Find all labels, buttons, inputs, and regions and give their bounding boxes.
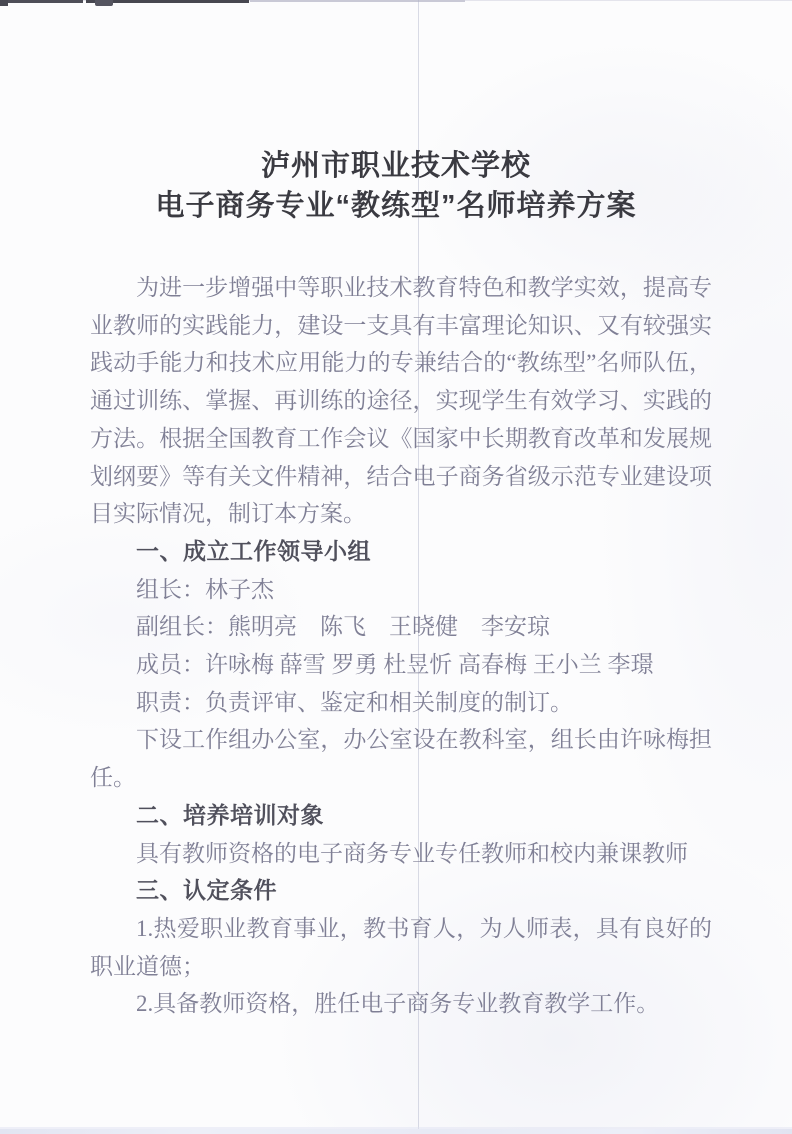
document-title [0,146,792,226]
document-title-line2: 电子商务专业“教练型”名师培养方案 [155,190,637,222]
training-target-line: 具有教师资格的电子商务专业专任教师和校内兼课教师 [136,840,688,866]
scan-top-notch-mark [95,0,113,6]
condition-item-1: 1.热爱职业教育事业，教书育人，为人师表，具有良好的职业道德； [90,915,712,979]
scan-top-corner-mark [0,0,8,6]
scan-top-strip-left [0,0,83,3]
section-3-heading: 三、认定条件 [136,877,277,904]
office-note-line: 下设工作组办公室，办公室设在教科室，组长由许咏梅担任。 [90,727,712,791]
document-title-line1: 泸州市职业技术学校 [260,150,531,182]
scan-top-strip-faint [250,0,465,2]
members-line: 成员：许咏梅 薛雪 罗勇 杜昱忻 高春梅 王小兰 李璟 [136,652,654,678]
section-2-heading: 二、培养培训对象 [136,801,324,828]
section-1-heading: 一、成立工作领导小组 [136,537,371,564]
duties-line: 职责：负责评审、鉴定和相关制度的制订。 [136,689,573,715]
deputy-leaders-line: 副组长：熊明亮 陈飞 王晓健 李安琼 [136,614,550,640]
leader-line: 组长：林子杰 [136,576,274,602]
condition-item-2: 2.具备教师资格，胜任电子商务专业教育教学工作。 [136,991,660,1017]
document-body [90,269,712,1023]
intro-paragraph: 为进一步增强中等职业技术教育特色和教学实效，提高专业教师的实践能力，建设一支具有丰富理论知识、又有较强实践动手能力和技术应用能力的专兼结合的“教练型”名师队伍，通过训练、掌握、再训练的途径，实现学生有效学习、实践的方法。根据全国教育工作会议《国家中长期教育改革和发展规划纲要》等有关文件精神，结合电子商务省级示范专业建设项目实际情况，制订本方案。 [90,275,712,527]
scan-bottom-strip [0,1129,792,1134]
